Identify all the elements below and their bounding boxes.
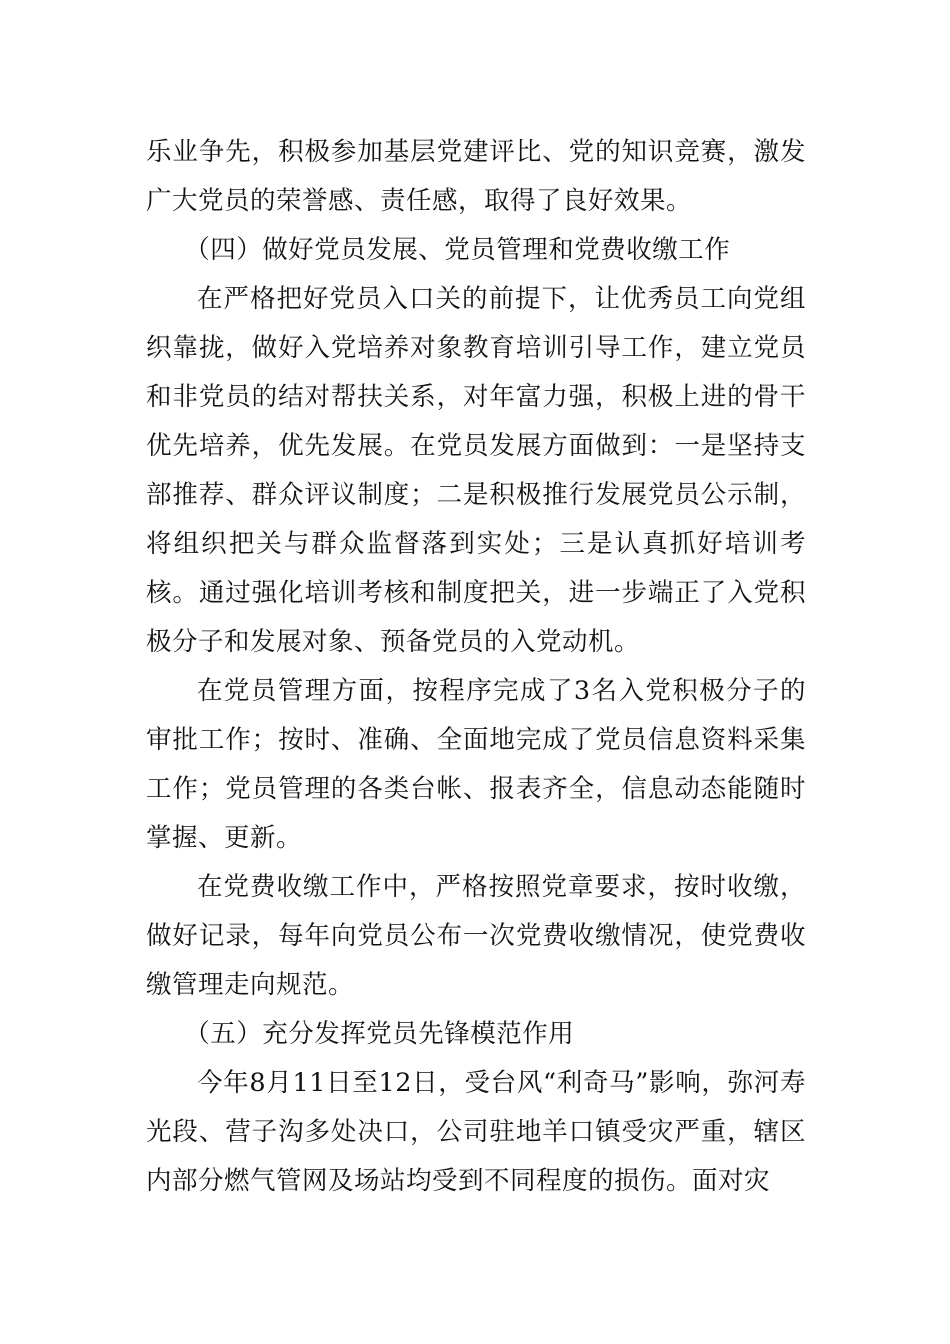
- document-body: [146, 128, 806, 1206]
- section-heading-4: （四）做好党员发展、党员管理和党费收缴工作: [184, 235, 731, 265]
- paragraph-member-management: 在党员管理方面，按程序完成了3名入党积极分子的审批工作；按时、准确、全面地完成了党员信息资料采集工作；党员管理的各类台帐、报表齐全，信息动态能随时掌握、更新。: [146, 676, 806, 853]
- paragraph-dues-collection: 在党费收缴工作中，严格按照党章要求，按时收缴，做好记录，每年向党员公布一次党费收缴情况，使党费收缴管理走向规范。: [146, 872, 806, 1000]
- section-heading-5: （五）充分发挥党员先锋模范作用: [184, 1019, 575, 1049]
- paragraph-continued: 乐业争先，积极参加基层党建评比、党的知识竞赛，激发广大党员的荣誉感、责任感，取得了良好效果。: [146, 137, 806, 216]
- paragraph-typhoon: 今年8月11日至12日，受台风“利奇马”影响，弥河寿光段、营子沟多处决口，公司驻地羊口镇受灾严重，辖区内部分燃气管网及场站均受到不同程度的损伤。面对灾: [146, 1068, 806, 1196]
- paragraph-party-development: 在严格把好党员入口关的前提下，让优秀员工向党组织靠拢，做好入党培养对象教育培训引导工作，建立党员和非党员的结对帮扶关系，对年富力强，积极上进的骨干优先培养，优先发展。在党员发展方面做到：一是坚持支部推荐、群众评议制度；二是积极推行发展党员公示制，将组织把关与群众监督落到实处；三是认真抓好培训考核。通过强化培训考核和制度把关，进一步端正了入党积极分子和发展对象、预备党员的入党动机。: [146, 284, 806, 657]
